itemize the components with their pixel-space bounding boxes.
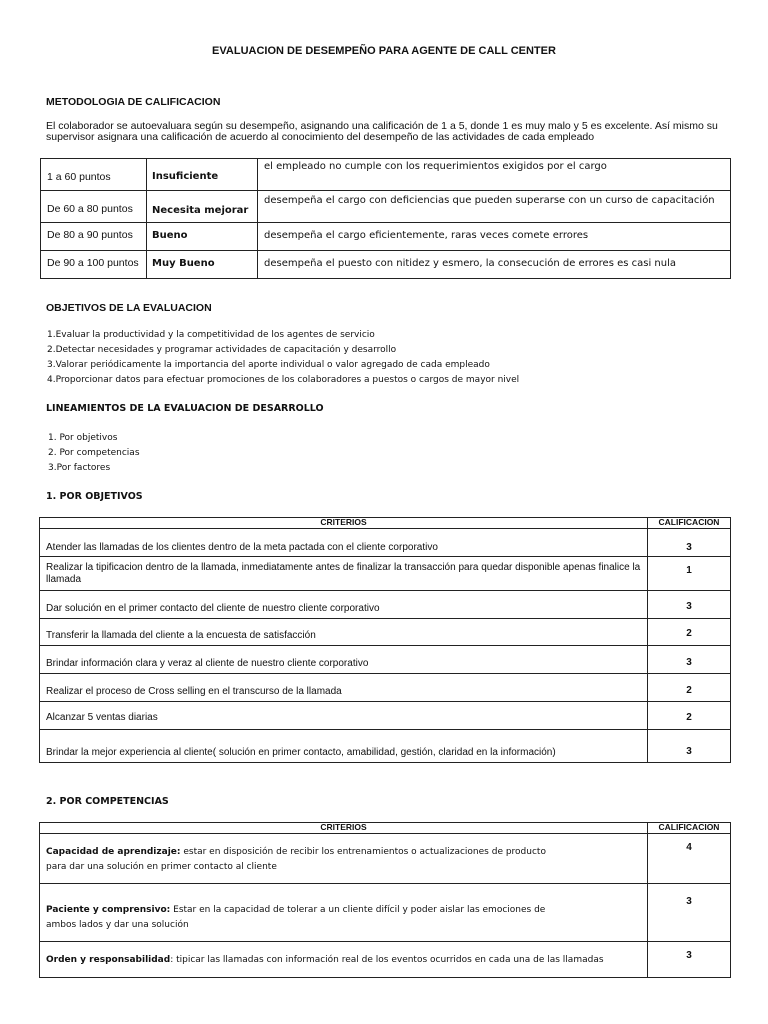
list-item: 3.Por factores xyxy=(48,463,111,473)
table-row xyxy=(40,730,731,763)
criterio-cell xyxy=(40,834,648,884)
score-cell: 2 xyxy=(648,674,731,702)
scale-level: Bueno xyxy=(147,223,258,251)
table-header-row xyxy=(40,518,731,529)
criterio-cell xyxy=(40,884,648,942)
lineamientos-heading: LINEAMIENTOS DE LA EVALUACION DE DESARROLLO xyxy=(46,403,324,414)
score-cell: 3 xyxy=(648,730,731,763)
competencia-text: Estar en la capacidad de tolerar a un cliente difícil y poder aislar las emociones de ambos lados y dar una solución xyxy=(46,905,546,930)
criterio-cell xyxy=(40,942,648,978)
competencia-text: : tipicar las llamadas con información real de los eventos ocurridos en cada una de las llamadas xyxy=(170,955,604,965)
score-cell: 3 xyxy=(648,884,731,942)
competencia-text: estar en disposición de recibir los entrenamientos o actualizaciones de producto para dar una solución en primer contacto al cliente xyxy=(46,847,546,872)
por-objetivos-heading: 1. POR OBJETIVOS xyxy=(46,491,143,502)
scale-row xyxy=(41,223,731,251)
score-cell: 2 xyxy=(648,702,731,730)
table-row xyxy=(40,942,731,978)
score-cell: 2 xyxy=(648,619,731,646)
objetivos-heading: OBJETIVOS DE LA EVALUACION xyxy=(46,302,212,314)
metodologia-line-1: El colaborador se autoevaluara según su desempeño, asignando una calificación de 1 a 5, donde 1 es muy malo y 5 es excelente. Así mismo su xyxy=(46,120,718,132)
competencia-name: Orden y responsabilidad xyxy=(46,955,171,965)
table-row xyxy=(40,619,731,646)
criterio-cell: Transferir la llamada del cliente a la encuesta de satisfacción xyxy=(40,619,648,646)
table-row xyxy=(40,702,731,730)
competencia-name: Capacidad de aprendizaje: xyxy=(46,847,181,857)
list-item: 2. Por competencias xyxy=(48,448,140,458)
scale-description: desempeña el cargo con deficiencias que pueden superarse con un curso de capacitación xyxy=(258,191,731,223)
scale-level: Insuficiente xyxy=(147,159,258,191)
table-header-row xyxy=(40,823,731,834)
criterio-cell: Realizar la tipificacion dentro de la llamada, inmediatamente antes de finalizar la transacción para quedar disponible apenas finalice la llamada xyxy=(40,557,648,591)
criterio-cell: Brindar la mejor experiencia al cliente( solución en primer contacto, amabilidad, gestión, claridad en la información) xyxy=(40,730,648,763)
scale-range: De 90 a 100 puntos xyxy=(41,251,147,279)
table-row xyxy=(40,557,731,591)
scale-level: Necesita mejorar xyxy=(147,191,258,223)
criterio-cell: Alcanzar 5 ventas diarias xyxy=(40,702,648,730)
scale-range: De 60 a 80 puntos xyxy=(41,191,147,223)
table-row xyxy=(40,674,731,702)
calificacion-header: CALIFICACION xyxy=(648,518,731,529)
score-cell: 3 xyxy=(648,646,731,674)
scale-description: desempeña el puesto con nitidez y esmero, la consecución de errores es casi nula xyxy=(258,251,731,279)
scale-description: el empleado no cumple con los requerimientos exigidos por el cargo xyxy=(258,159,731,191)
scale-table xyxy=(40,158,731,279)
score-cell: 1 xyxy=(648,557,731,591)
scale-row xyxy=(41,191,731,223)
criterios-header: CRITERIOS xyxy=(40,518,648,529)
metodologia-line-2: supervisor asignara una calificación de acuerdo al conocimiento del desempeño de las actividades de cada empleado xyxy=(46,131,595,143)
lineamientos-list xyxy=(48,431,140,476)
page-title: EVALUACION DE DESEMPEÑO PARA AGENTE DE CALL CENTER xyxy=(212,45,556,57)
scale-row xyxy=(41,159,731,191)
objetivos-table xyxy=(39,517,731,763)
score-cell: 3 xyxy=(648,591,731,619)
por-competencias-heading: 2. POR COMPETENCIAS xyxy=(46,796,169,807)
criterio-cell: Dar solución en el primer contacto del cliente de nuestro cliente corporativo xyxy=(40,591,648,619)
table-row xyxy=(40,529,731,557)
list-item: 2.Detectar necesidades y programar actividades de capacitación y desarrollo xyxy=(47,345,397,355)
list-item: 4.Proporcionar datos para efectuar promociones de los colaboradores a puestos o cargos de mayor nivel xyxy=(47,375,520,385)
scale-range: De 80 a 90 puntos xyxy=(41,223,147,251)
criterio-cell: Realizar el proceso de Cross selling en el transcurso de la llamada xyxy=(40,674,648,702)
table-row xyxy=(40,834,731,884)
table-row xyxy=(40,884,731,942)
competencia-name: Paciente y comprensivo: xyxy=(46,905,171,915)
objetivos-list xyxy=(47,328,519,388)
list-item: 1. Por objetivos xyxy=(48,433,118,443)
scale-row xyxy=(41,251,731,279)
metodologia-paragraph xyxy=(46,121,736,143)
list-item: 1.Evaluar la productividad y la competitividad de los agentes de servicio xyxy=(47,330,375,340)
criterios-header: CRITERIOS xyxy=(40,823,648,834)
table-row xyxy=(40,646,731,674)
score-cell: 3 xyxy=(648,529,731,557)
scale-description: desempeña el cargo eficientemente, raras veces comete errores xyxy=(258,223,731,251)
scale-range: 1 a 60 puntos xyxy=(41,159,147,191)
score-cell: 3 xyxy=(648,942,731,978)
list-item: 3.Valorar periódicamente la importancia del aporte individual o valor agregado de cada empleado xyxy=(47,360,490,370)
scale-level: Muy Bueno xyxy=(147,251,258,279)
competencias-table xyxy=(39,822,731,978)
table-row xyxy=(40,591,731,619)
criterio-cell: Atender las llamadas de los clientes dentro de la meta pactada con el cliente corporativo xyxy=(40,529,648,557)
criterio-cell: Brindar información clara y veraz al cliente de nuestro cliente corporativo xyxy=(40,646,648,674)
metodologia-heading: METODOLOGIA DE CALIFICACION xyxy=(46,96,221,108)
calificacion-header: CALIFICACION xyxy=(648,823,731,834)
score-cell: 4 xyxy=(648,834,731,884)
